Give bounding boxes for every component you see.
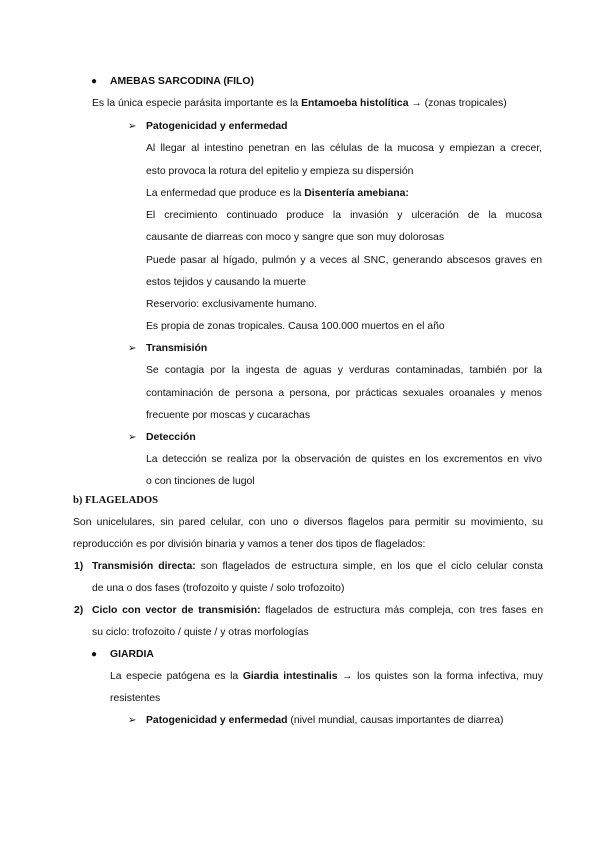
paragraph-line: Al llegar al intestino penetran en las células de la mucosa y empiezan a crecer, bbox=[146, 143, 542, 154]
list-item-ciclo-vector: Ciclo con vector de transmisión: flagelados de estructura más compleja, con tres fases en bbox=[92, 605, 543, 616]
subheading-giardia: GIARDIA bbox=[110, 649, 154, 660]
arrow-bullet-icon: ➢ bbox=[128, 121, 137, 132]
paragraph-line: Reservorio: exclusivamente humano. bbox=[146, 299, 317, 310]
paragraph-line: contaminación de persona a persona, por prácticas sexuales oroanales y menos bbox=[146, 388, 542, 399]
paragraph-line: esto provoca la rotura del epitelio y empieza su dispersión bbox=[146, 166, 414, 177]
paragraph-line: frecuente por moscas y cucarachas bbox=[146, 410, 311, 421]
arrow-bullet-icon: ➢ bbox=[128, 432, 137, 443]
paragraph-line: resistentes bbox=[110, 693, 161, 704]
bullet-icon: ● bbox=[91, 649, 98, 660]
subheading-patogenicidad: Patogenicidad y enfermedad bbox=[146, 121, 288, 132]
subheading-deteccion: Detección bbox=[146, 432, 196, 443]
paragraph-line: El crecimiento continuado produce la invasión y ulceración de la mucosa bbox=[146, 210, 542, 221]
paragraph-line: La detección se realiza por la observación de quistes en los excrementos en vivo bbox=[146, 454, 542, 465]
paragraph-line: de una o dos fases (trofozoito y quiste / solo trofozoito) bbox=[92, 583, 345, 594]
arrow-bullet-icon: ➢ bbox=[128, 715, 137, 726]
disease-line: La enfermedad que produce es la Disentería amebiana: bbox=[146, 188, 409, 199]
section-heading-flagelados: b) FLAGELADOS bbox=[73, 495, 159, 506]
paragraph-line: reproducción es por división binaria y vamos a tener dos tipos de flagelados: bbox=[73, 539, 426, 550]
sarcodina-intro: Es la única especie parásita importante es la Entamoeba histolítica → (zonas tropicales) bbox=[92, 98, 507, 109]
subheading-transmision: Transmisión bbox=[146, 343, 208, 354]
arrow-bullet-icon: ➢ bbox=[128, 343, 137, 354]
paragraph-line: Son unicelulares, sin pared celular, con uno o diversos flagelos para permitir su movimiento, su bbox=[73, 517, 543, 528]
paragraph-line: Es propia de zonas tropicales. Causa 100.000 muertos en el año bbox=[146, 321, 445, 332]
paragraph-line: su ciclo: trofozoito / quiste / y otras morfologías bbox=[92, 627, 309, 638]
giardia-species-line: La especie patógena es la Giardia intestinalis → los quistes son la forma infectiva, muy bbox=[110, 671, 543, 682]
list-item-transmision-directa: Transmisión directa: son flagelados de estructura simple, en los que el ciclo celular consta bbox=[92, 561, 543, 572]
paragraph-line: estos tejidos y causando la muerte bbox=[146, 277, 306, 288]
paragraph-line: causante de diarreas con moco y sangre que son muy dolorosas bbox=[146, 232, 445, 243]
paragraph-line: Se contagia por la ingesta de aguas y verduras contaminadas, también por la bbox=[146, 365, 542, 376]
bullet-icon: ● bbox=[91, 76, 98, 87]
list-number: 1) bbox=[74, 561, 84, 572]
paragraph-line: Puede pasar al hígado, pulmón y a veces al SNC, generando abscesos graves en bbox=[146, 255, 542, 266]
giardia-pathogenicity-line: Patogenicidad y enfermedad (nivel mundial, causas importantes de diarrea) bbox=[146, 715, 504, 726]
list-number: 2) bbox=[74, 605, 84, 616]
section-heading-sarcodina: AMEBAS SARCODINA (FILO) bbox=[110, 76, 254, 87]
paragraph-line: o con tinciones de lugol bbox=[146, 476, 255, 487]
